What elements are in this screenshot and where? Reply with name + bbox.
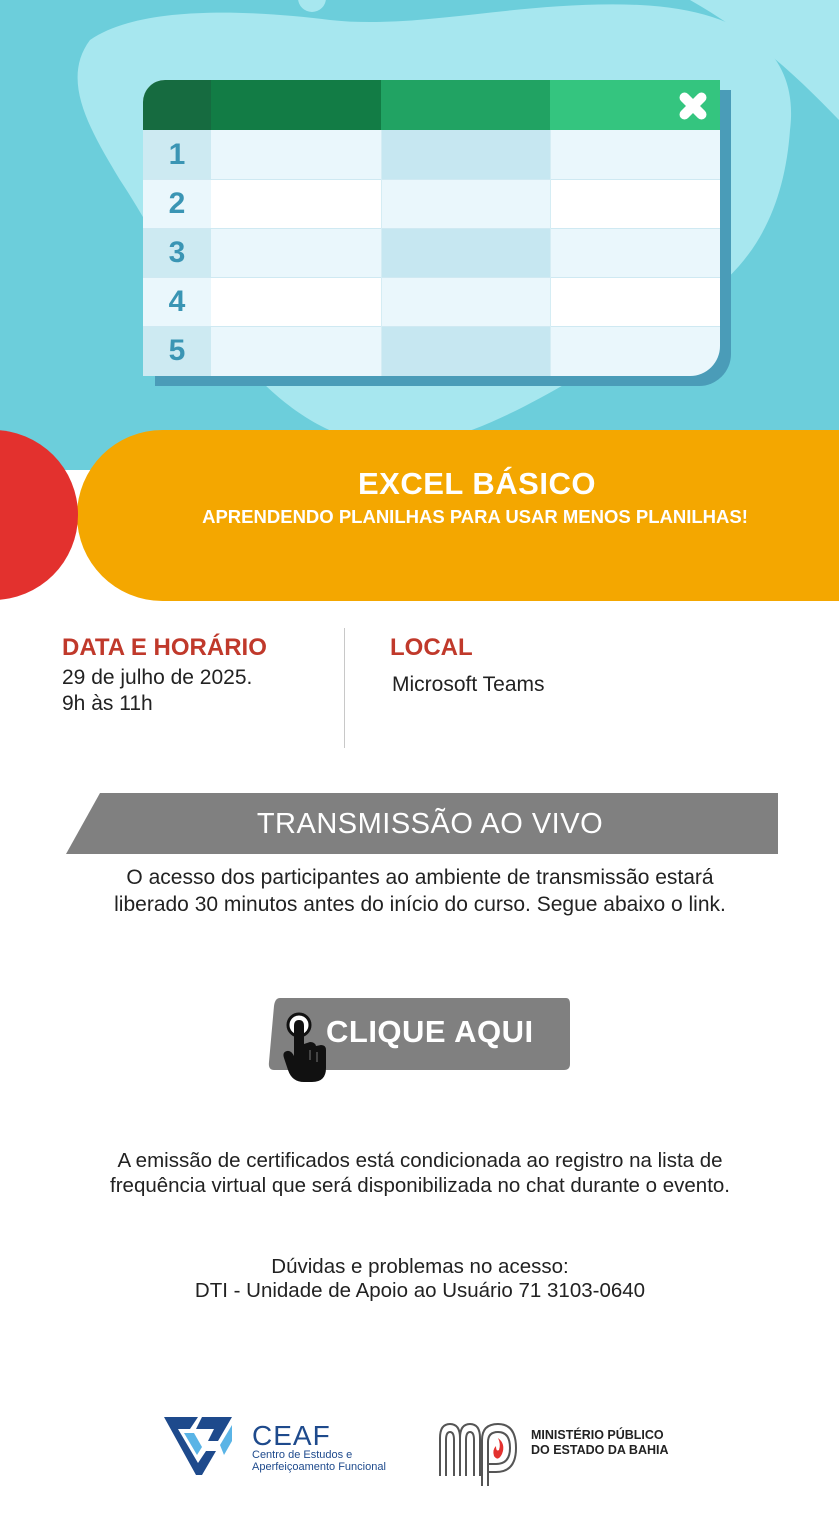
row-number-4: 4	[168, 284, 186, 318]
row-number-2: 2	[168, 186, 186, 220]
transmission-label: TRANSMISSÃO AO VIVO	[256, 808, 604, 840]
row-number-1: 1	[168, 137, 186, 171]
mp-name-line1: MINISTÉRIO PÚBLICO	[531, 1428, 664, 1442]
mp-name-line2: DO ESTADO DA BAHIA	[531, 1443, 669, 1457]
column-b-shade	[381, 130, 550, 376]
support-title: Dúvidas e problemas no acesso:	[271, 1255, 569, 1278]
cta-label: CLIQUE AQUI	[326, 1014, 534, 1049]
info-divider	[344, 628, 345, 748]
transmission-info-line1: O acesso dos participantes ao ambiente de transmissão estará	[126, 866, 714, 889]
sheet-header-col-b	[381, 80, 550, 130]
row-number-5: 5	[168, 333, 186, 367]
hero-section	[0, 0, 839, 470]
support-contact: DTI - Unidade de Apoio ao Usuário 71 3103-0640	[194, 1279, 646, 1302]
grid-line	[143, 326, 720, 327]
excel-x-icon	[675, 88, 711, 124]
certificate-info-line1: A emissão de certificados está condicionada ao registro na lista de	[117, 1149, 723, 1172]
mp-logo-icon	[436, 1418, 522, 1488]
date-value: 29 de julho de 2025.	[62, 666, 253, 689]
ceaf-name: CEAF	[252, 1420, 331, 1451]
ceaf-logo-icon	[162, 1411, 234, 1477]
grid-line	[381, 130, 382, 376]
time-value: 9h às 11h	[62, 692, 153, 715]
sheet-header-corner	[143, 80, 211, 130]
grid-line	[143, 179, 720, 180]
date-label: DATA E HORÁRIO	[62, 634, 267, 661]
grid-line	[143, 277, 720, 278]
cell	[211, 179, 381, 228]
cell	[550, 277, 720, 326]
local-value: Microsoft Teams	[392, 673, 545, 696]
spreadsheet-illustration	[143, 80, 720, 376]
cell	[381, 277, 550, 326]
sheet-header-col-a	[211, 80, 381, 130]
certificate-info-line2: frequência virtual que será disponibilizada no chat durante o evento.	[110, 1174, 730, 1197]
ceaf-subtitle-line2: Aperfeiçoamento Funcional	[252, 1461, 386, 1473]
grid-line	[550, 130, 551, 376]
row-number-3: 3	[168, 235, 186, 269]
ceaf-subtitle-line1: Centro de Estudos e	[252, 1449, 353, 1461]
cell	[381, 179, 550, 228]
grid-line	[143, 228, 720, 229]
cell	[550, 179, 720, 228]
course-subtitle: APRENDENDO PLANILHAS PARA USAR MENOS PLANILHAS!	[202, 506, 748, 527]
cell	[211, 277, 381, 326]
local-label: LOCAL	[390, 634, 473, 661]
click-here-button[interactable]	[268, 998, 570, 1070]
course-title: EXCEL BÁSICO	[358, 466, 596, 501]
transmission-info-line2: liberado 30 minutos antes do início do curso. Segue abaixo o link.	[114, 893, 726, 916]
